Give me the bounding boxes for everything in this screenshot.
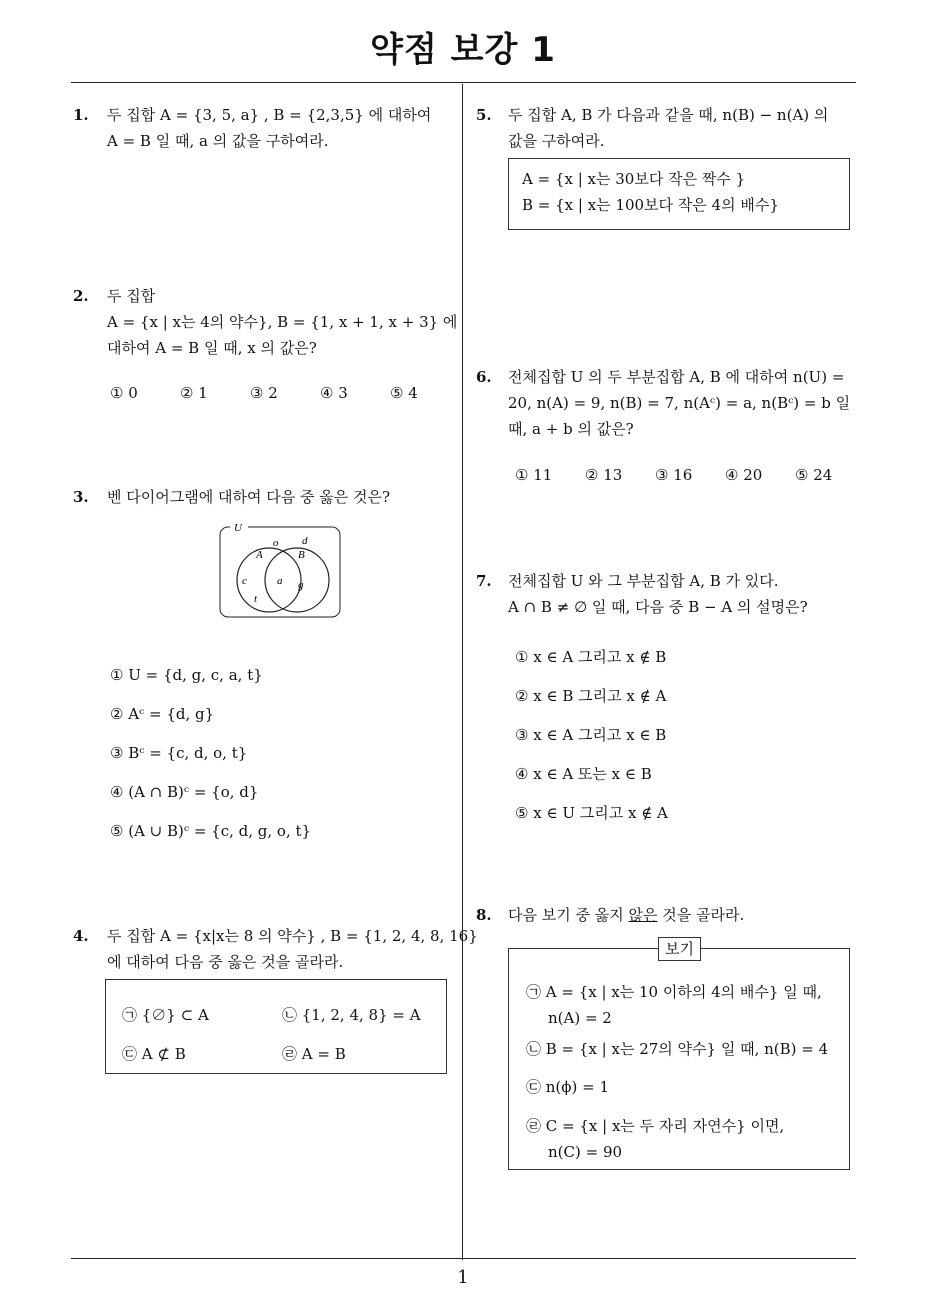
choice-5[interactable]: ⑤ 24 bbox=[795, 466, 833, 484]
question-text: A = B 일 때, a 의 값을 구하여라. bbox=[107, 132, 329, 150]
choice-2[interactable]: ② 1 bbox=[180, 384, 208, 402]
choice-1[interactable]: ① 11 bbox=[515, 466, 553, 484]
example-item-2[interactable]: ㉡ B = {x | x는 27의 약수} 일 때, n(B) = 4 bbox=[526, 1040, 829, 1058]
example-item-3[interactable]: ㉢ n(ϕ) = 1 bbox=[526, 1078, 610, 1096]
choice-4[interactable]: ④ (A ∩ B)ᶜ = {o, d} bbox=[110, 783, 259, 801]
question-text: 20, n(A) = 9, n(B) = 7, n(Aᶜ) = a, n(Bᶜ) = b 일 bbox=[508, 394, 851, 412]
question-text: 두 집합 A = {x|x는 8 의 약수} , B = {1, 2, 4, 8, 16} bbox=[107, 927, 478, 945]
question-text bbox=[508, 902, 744, 928]
choice-3[interactable]: ③ 16 bbox=[655, 466, 693, 484]
question-number: 7. bbox=[476, 572, 492, 590]
venn-element-c: c bbox=[242, 575, 247, 587]
page-number: 1 bbox=[457, 1267, 469, 1288]
condition-a: A = {x | x는 30보다 작은 짝수 } bbox=[522, 170, 746, 188]
statement-4[interactable]: ㉣ A = B bbox=[282, 1045, 346, 1063]
choice-2[interactable]: ② 13 bbox=[585, 466, 623, 484]
venn-element-o: o bbox=[273, 537, 279, 549]
choice-2[interactable]: ② x ∈ B 그리고 x ∉ A bbox=[515, 687, 667, 705]
question-number: 6. bbox=[476, 368, 492, 386]
question-text: 전체집합 U 와 그 부분집합 A, B 가 있다. bbox=[508, 572, 779, 590]
question-text: 값을 구하여라. bbox=[508, 132, 605, 150]
question-text: 때, a + b 의 값은? bbox=[508, 420, 634, 438]
question-number: 4. bbox=[73, 927, 89, 945]
question-number: 8. bbox=[476, 906, 492, 924]
question-text: A ∩ B ≠ ∅ 일 때, 다음 중 B − A 의 설명은? bbox=[508, 598, 808, 616]
choice-1[interactable]: ① 0 bbox=[110, 384, 138, 402]
footer-rule bbox=[71, 1258, 856, 1259]
example-box-label: 보기 bbox=[658, 937, 701, 961]
venn-element-t: t bbox=[254, 593, 258, 605]
venn-label-A: A bbox=[256, 549, 263, 561]
question-number: 5. bbox=[476, 106, 492, 124]
question-text: 벤 다이어그램에 대하여 다음 중 옳은 것은? bbox=[107, 488, 390, 506]
question-text-part: 것을 골라라. bbox=[657, 906, 745, 924]
choice-3[interactable]: ③ 2 bbox=[250, 384, 278, 402]
venn-element-g: g bbox=[298, 579, 304, 591]
question-number: 1. bbox=[73, 106, 89, 124]
question-text: 에 대하여 다음 중 옳은 것을 골라라. bbox=[107, 953, 344, 971]
venn-element-d: d bbox=[302, 535, 308, 547]
column-divider bbox=[462, 84, 463, 1260]
question-number: 3. bbox=[73, 488, 89, 506]
choice-1[interactable]: ① U = {d, g, c, a, t} bbox=[110, 666, 263, 684]
venn-diagram bbox=[218, 522, 342, 620]
condition-b: B = {x | x는 100보다 작은 4의 배수} bbox=[522, 196, 779, 214]
question-text: 두 집합 A = {3, 5, a} , B = {2,3,5} 에 대하여 bbox=[107, 106, 432, 124]
question-text: 전체집합 U 의 두 부분집합 A, B 에 대하여 n(U) = bbox=[508, 368, 845, 386]
page-title: 약점 보강 1 bbox=[370, 30, 556, 70]
venn-label-B: B bbox=[298, 549, 305, 561]
example-item-1[interactable]: ㉠ A = {x | x는 10 이하의 4의 배수} 일 때, bbox=[526, 983, 822, 1001]
statement-1[interactable]: ㉠ {∅} ⊂ A bbox=[122, 1006, 209, 1024]
choice-4[interactable]: ④ x ∈ A 또는 x ∈ B bbox=[515, 765, 652, 783]
venn-label-U: U bbox=[234, 522, 242, 534]
choice-5[interactable]: ⑤ x ∈ U 그리고 x ∉ A bbox=[515, 804, 668, 822]
question-number: 2. bbox=[73, 287, 89, 305]
choice-4[interactable]: ④ 20 bbox=[725, 466, 763, 484]
header-rule bbox=[71, 82, 856, 83]
example-item-4[interactable]: ㉣ C = {x | x는 두 자리 자연수} 이면, bbox=[526, 1117, 785, 1135]
choice-5[interactable]: ⑤ 4 bbox=[390, 384, 418, 402]
example-item-1-cont: n(A) = 2 bbox=[548, 1009, 612, 1027]
emphasis-underline: 않은 bbox=[628, 906, 658, 924]
choice-1[interactable]: ① x ∈ A 그리고 x ∉ B bbox=[515, 648, 667, 666]
choice-5[interactable]: ⑤ (A ∪ B)ᶜ = {c, d, g, o, t} bbox=[110, 822, 312, 840]
question-text: 대하여 A = B 일 때, x 의 값은? bbox=[107, 339, 317, 357]
choice-3[interactable]: ③ Bᶜ = {c, d, o, t} bbox=[110, 744, 248, 762]
statement-2[interactable]: ㉡ {1, 2, 4, 8} = A bbox=[282, 1006, 421, 1024]
question-text: 두 집합 A, B 가 다음과 같을 때, n(B) − n(A) 의 bbox=[508, 106, 829, 124]
example-item-4-cont: n(C) = 90 bbox=[548, 1143, 623, 1161]
choice-4[interactable]: ④ 3 bbox=[320, 384, 348, 402]
choice-2[interactable]: ② Aᶜ = {d, g} bbox=[110, 705, 215, 723]
question-text: A = {x | x는 4의 약수}, B = {1, x + 1, x + 3} 에 bbox=[107, 313, 458, 331]
venn-element-a: a bbox=[277, 575, 283, 587]
choice-3[interactable]: ③ x ∈ A 그리고 x ∈ B bbox=[515, 726, 667, 744]
question-text: 두 집합 bbox=[107, 287, 156, 305]
statement-3[interactable]: ㉢ A ⊄ B bbox=[122, 1045, 186, 1063]
question-text-part: 다음 보기 중 옳지 bbox=[508, 906, 629, 924]
